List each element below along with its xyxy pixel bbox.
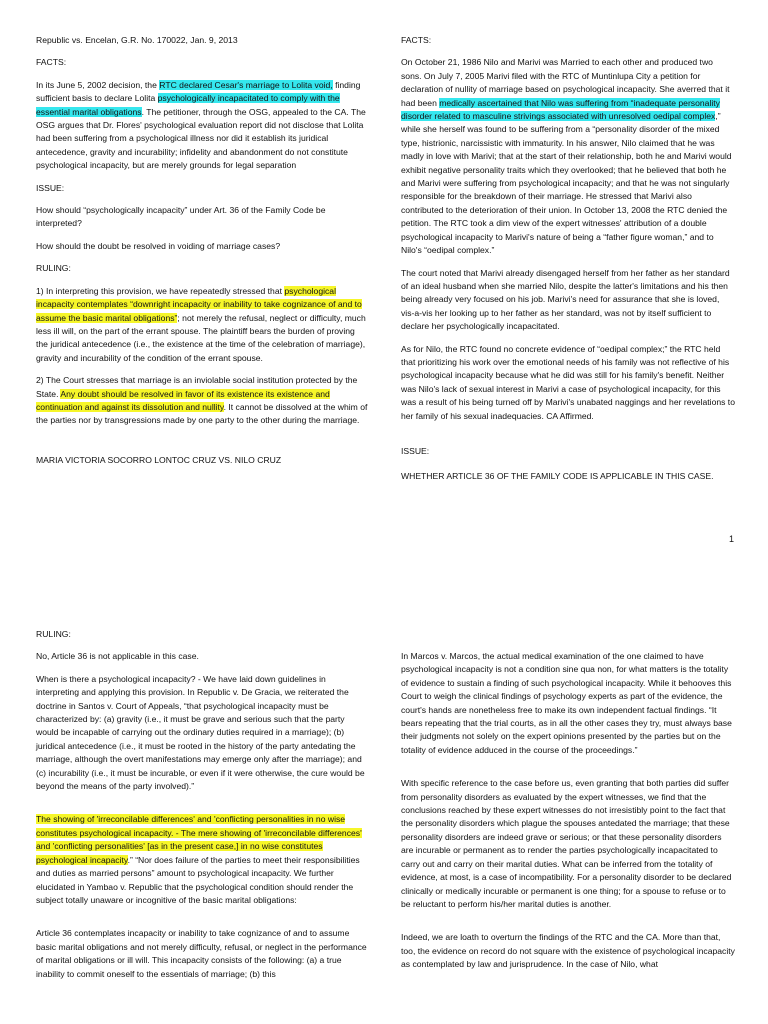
facts-heading: FACTS: <box>36 57 67 68</box>
facts-heading-right: FACTS: <box>401 35 432 45</box>
facts-paragraph <box>36 79 368 173</box>
ruling-paragraph-article36: Article 36 contemplates incapacity or inability to take cognizance of and to assume basic marital obligations and not merely difficulty, refusal, or neglect in the performance of marital obligations or ill will. This incapacity consists of the following: (a) a true inability to commit oneself to the essentials of marriage; (b) this <box>36 928 367 979</box>
page1-right-column <box>401 34 735 493</box>
issue-heading-right: ISSUE: <box>401 445 430 456</box>
ruling-paragraph-2 <box>36 374 368 428</box>
case-title-cruz: MARIA VICTORIA SOCORRO LONTOC CRUZ VS. NILO CRUZ <box>36 454 282 465</box>
highlighted-text-cyan: medically ascertained that Nilo was suffering from “inadequate personality disorder related to masculine strivings associated with unresolved oedipal complex <box>401 97 720 122</box>
page-number: 1 <box>728 534 734 544</box>
ruling-answer: No, Article 36 is not applicable in this case. <box>36 651 199 662</box>
text-run: . It cannot be dissolved at the whim of the parties nor by transgressions made by one party to the other during the marriage. <box>36 401 368 426</box>
highlighted-text-yellow: Any doubt should be resolved in favor of its existence its existence and continuation and against its dissolution and nullity <box>36 388 330 412</box>
issue-question-1: How should “psychologically incapacity” under Art. 36 of the Family Code be interpreted? <box>36 205 326 229</box>
page-separator <box>0 578 768 600</box>
text-run: finding sufficient basis to declare Lolita <box>36 79 361 104</box>
ruling-heading: RULING: <box>36 263 71 274</box>
issue-question-2: How should the doubt be resolved in voiding of marriage cases? <box>36 240 281 251</box>
text-run: 1) In interpreting this provision, we have repeatedly stressed that <box>36 285 285 296</box>
document-page-2 <box>0 600 768 1024</box>
issue-statement-right: WHETHER ARTICLE 36 OF THE FAMILY CODE IS APPLICABLE IN THIS CASE. <box>401 471 714 482</box>
highlighted-text-yellow: The showing of 'irreconcilable differences' and 'conflicting personalities in no wise constitutes psychological incapacity. - The mere showing of 'irreconcilable differences' and 'conflicting personalities' [as in the present case,] in no wise constitutes psychological incapacity <box>36 814 362 865</box>
ruling-paragraph-guidelines: When is there a psychological incapacity? - We have laid down guidelines in interpreting and applying this provision. In Republic v. De Gracia, we reiterated the doctrine in Santos v. Court of Appeals, “that psychological incapacity must be characterized by: (a) gravity (i.e., it must be grave and serious such that the party would be incapable of carrying out the ordinary duties required in a marriage); (b) juridical antecedence (i.e., it must be rooted in the history of the party antedating the marriage, although the overt manifestations may emerge only after the marriage); and (c) incurability (i.e., it must be incurable, or even if it were otherwise, the cure would be beyond the means of the party involved).” <box>36 673 365 792</box>
facts-paragraph-right-3: As for Nilo, the RTC found no concrete evidence of “oedipal complex;” the RTC held that prioritizing his work over the emotional needs of his family was not reflective of his psychological incapacity because what he did was still for his family's benefit. Neither was Nilo's lack of sexual interest in Marivi a case of psychological incapacity, for this was a result of his being turned off by Marivi's unabated naggings and her revelations to her family of his sexual inadequacies. CA Affirmed. <box>401 343 735 421</box>
text-run: On October 21, 1986 Nilo and Marivi was Married to each other and produced two sons. On July 7, 2005 Marivi filed with the RTC of Muntinlupa City a petition for declaration of nullity of marriage based on psychological incapacity. She averred that it had been <box>401 57 730 108</box>
specific-reference-paragraph: With specific reference to the case before us, even granting that both parties did suffer from personality disorders as evaluated by the expert witnesses, we find that the conclusions reached by these expert witnesses do not irresistibly point to the fact that the personality disorders which plague the spouses antedated the marriage; that these personality disorders are indeed grave or serious; or that these personality disorders are incurable or permanent as to render the parties psychologically incapacitated to carry out and carry on their marital duties. What can be inferred from the totality of evidence, at most, is a case of incompatibility. For a personality disorder to be declared clinically or medically incurable or permanent is one thing; for a spouse to refuse or to be reluctant to perform his/her marital duties is another. <box>401 778 732 909</box>
text-run: .” “Nor does failure of the parties to meet their responsibilities and duties as married persons” amount to psychological incapacity. We further elucidated in Yambao v. Republic that the psychological condition should render the subject totally unaware or incognitive of the basic marital obligations: <box>36 854 360 905</box>
highlighted-text-yellow: psychological incapacity contemplates “downright incapacity or inability to take cognizance of and to assume the basic marital obligations” <box>36 285 362 323</box>
ruling-paragraph-1 <box>36 285 368 365</box>
text-run: ,” while she herself was found to be suffering from a “personality disorder of the mixed type, histrionic, narcissistic with immaturity. In his answer, Nilo claimed that he was madly in love with Marivi; that at the start of their relationship, both he and Marivi would exhibit negative personality traits which they overlooked; that he believed that both he and Marivi were suffering from psychological incapacity; and that he was not singularly responsible for the breakdown of their marriage. He stressed that Marivi also contributed to the deterioration of their union. In October 13, 2008 the RTC denied the petition. The RTC took a dim view of the expert witnesses' attribution of a double psychological incapacity to Marivi's nature of being a “father figure woman,” and to Nilo's “oedipal complex.” <box>401 111 732 256</box>
page1-left-column <box>36 34 368 476</box>
facts-paragraph-right-1 <box>401 56 735 257</box>
marcos-paragraph: In Marcos v. Marcos, the actual medical examination of the one claimed to have psychological incapacity is not a condition sine qua non, for what matters is the totality of evidence to sustain a finding of such psychological incapacity. While it behooves this Court to weigh the clinical findings of psychology experts as part of the evidence, the court's hands are nonetheless free to make its own independent factual findings. “It bears repeating that the trial courts, as in all the other cases they try, must always base their judgments not solely on the expert opinions presented by the parties but on the totality of evidence adduced in the course of the proceedings.” <box>401 651 732 755</box>
ruling-heading-page2: RULING: <box>36 629 71 639</box>
highlighted-text-cyan: psychologically incapacitated to comply with the essential marital obligations <box>36 93 340 117</box>
page2-right-column <box>401 650 735 981</box>
text-run: 2) The Court stresses that marriage is an inviolable social institution protected by the State. <box>36 375 358 399</box>
text-run: . The petitioner, through the OSG, appealed to the CA. The OSG argues that Dr. Flores' psychological evaluation report did not disclose that Lolita had been suffering from a psychological illness nor did it establish its juridical antecedence, gravity and incurability; infidelity and abandonment do not constitute psychological incapacity, but are merely grounds for legal separation <box>36 106 366 171</box>
page2-left-column <box>36 628 368 990</box>
highlighted-text-cyan: RTC declared Cesar's marriage to Lolita void, <box>159 79 333 90</box>
facts-paragraph-right-2: The court noted that Marivi already disengaged herself from her father as her standard of an ideal husband when she married Nilo, despite the latter's limitations and his then being already very focused on his job. Marivi's need for assurance that she is loved, vis-a-vis her looking up to her father as her standard, was not by itself sufficient to declare her psychologically incapacitated. <box>401 267 730 332</box>
issue-heading: ISSUE: <box>36 182 65 193</box>
loath-paragraph: Indeed, we are loath to overturn the findings of the RTC and the CA. More than that, too, the evidence on record do not square with the existence of psychological incapacity as contemplated by law and jurisprudence. In the case of Nilo, what <box>401 932 735 970</box>
text-run: In its June 5, 2002 decision, the <box>36 79 160 90</box>
text-run: ; not merely the refusal, neglect or difficulty, much less ill will, on the part of the errant spouse. The plaintiff bears the burden of proving the juridical antecedence (i.e., the existence at the time of the celebration of marriage), gravity and incurability of the condition of the errant spouse. <box>36 312 366 363</box>
case-title-encelan: Republic vs. Encelan, G.R. No. 170022, Jan. 9, 2013 <box>36 35 238 45</box>
ruling-paragraph-irreconcilable <box>36 813 368 907</box>
